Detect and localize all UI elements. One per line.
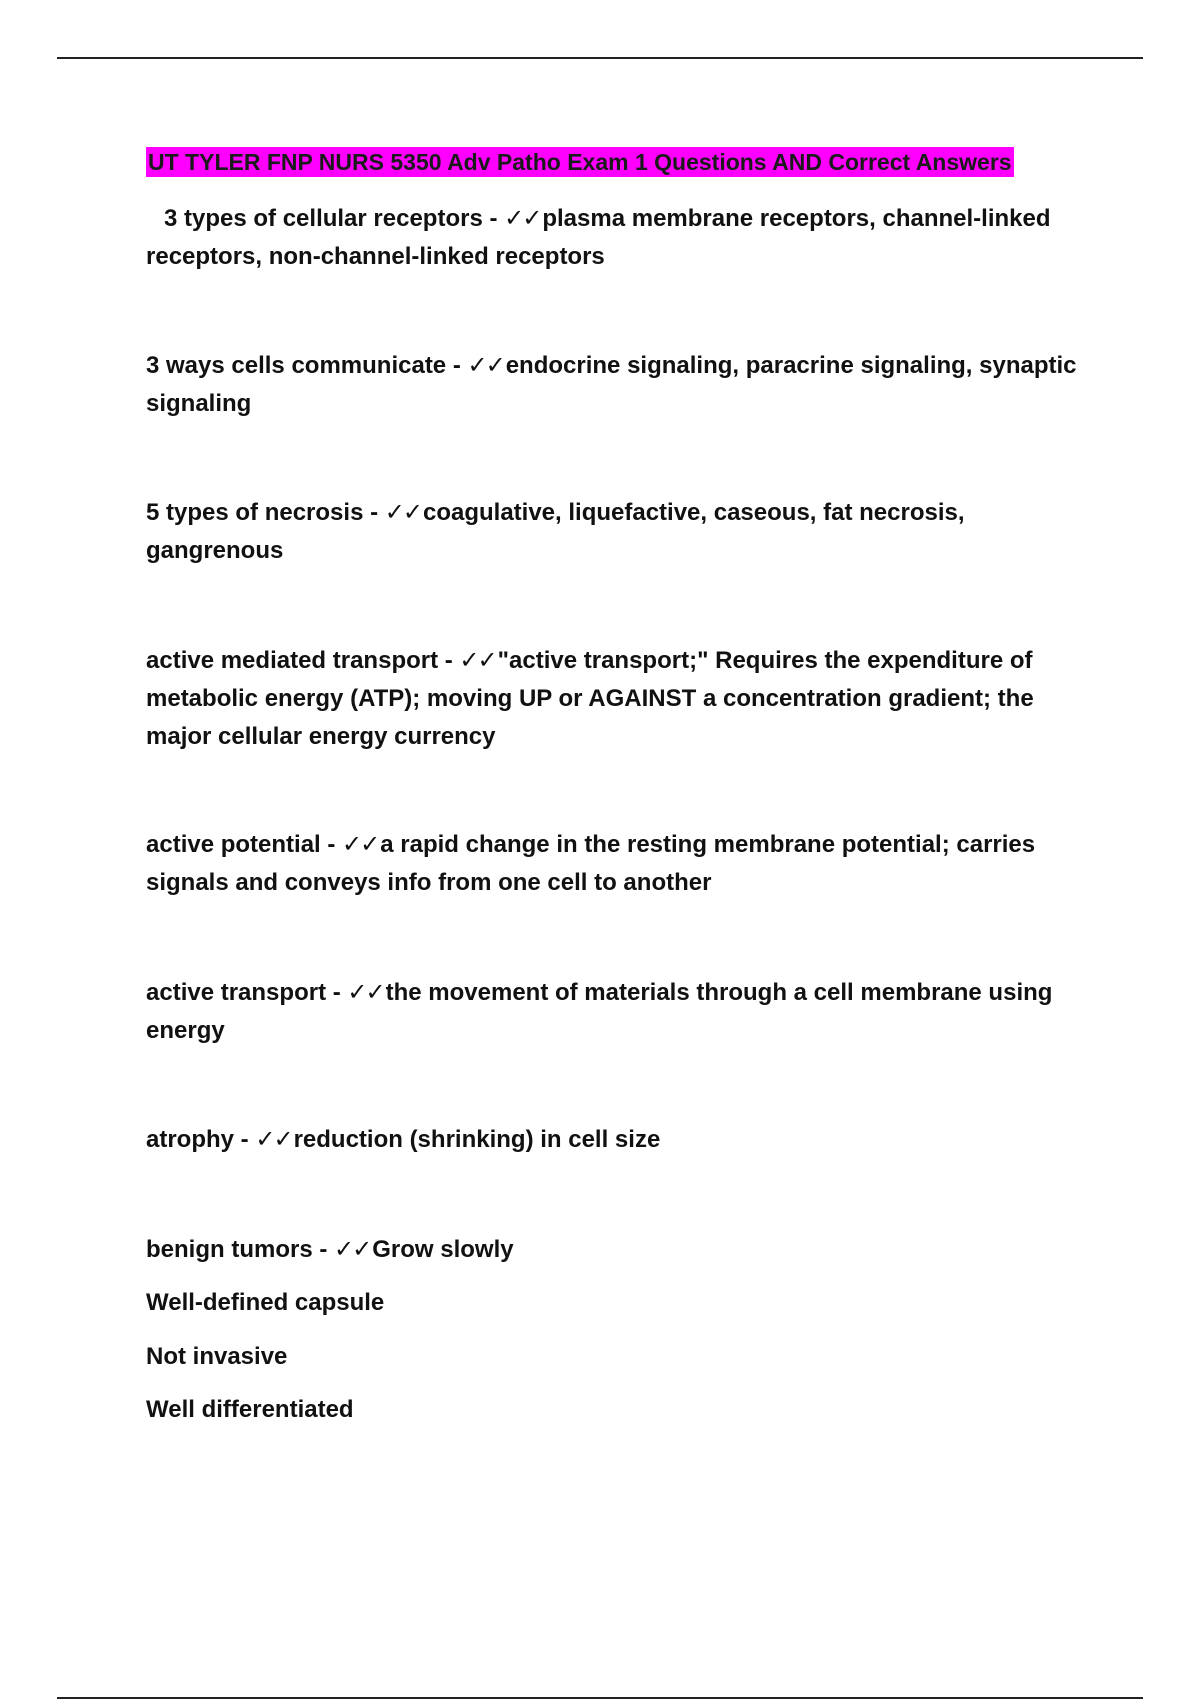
qa-definition: a rapid change in the resting membrane potential; carries signals and conveys info from one cell to another <box>146 831 1036 896</box>
top-page-rule <box>57 57 1143 59</box>
double-check-icon: ✓✓ <box>255 1126 292 1153</box>
double-check-icon: ✓✓ <box>384 499 421 526</box>
qa-separator: - <box>312 1236 334 1263</box>
double-check-icon: ✓✓ <box>459 647 496 674</box>
double-check-icon: ✓✓ <box>467 352 504 379</box>
qa-term: atrophy <box>146 1126 235 1153</box>
double-check-icon: ✓✓ <box>347 979 384 1006</box>
document-title: UT TYLER FNP NURS 5350 Adv Patho Exam 1 Questions AND Correct Answers <box>148 149 1012 175</box>
double-check-icon: ✓✓ <box>334 1236 371 1263</box>
qa-entry <box>146 347 1096 423</box>
qa-definition: Grow slowly <box>372 1236 514 1263</box>
benign-detail-line: Well differentiated <box>146 1396 354 1423</box>
qa-separator: - <box>320 831 343 858</box>
qa-entry <box>146 974 1096 1050</box>
bottom-page-rule <box>57 1697 1143 1699</box>
double-check-icon: ✓✓ <box>342 831 379 858</box>
qa-term: benign tumors <box>146 1236 313 1263</box>
benign-detail-line: Not invasive <box>146 1343 288 1370</box>
qa-definition: reduction (shrinking) in cell size <box>293 1126 661 1153</box>
title-row <box>146 147 1014 177</box>
qa-separator: - <box>438 647 460 674</box>
qa-separator: - <box>234 1126 256 1153</box>
qa-definition: "active transport;" Requires the expenditure of metabolic energy (ATP); moving UP or AGAINST a concentration gradient; the major cellular energy currency <box>146 647 1034 750</box>
qa-entry <box>146 1231 1096 1269</box>
qa-separator: - <box>363 499 385 526</box>
qa-definition: endocrine signaling, paracrine signaling, synaptic signaling <box>146 352 1077 417</box>
qa-entry <box>146 200 1096 276</box>
qa-term: 3 ways cells communicate <box>146 352 447 379</box>
double-check-icon: ✓✓ <box>504 205 541 232</box>
qa-term: 5 types of necrosis <box>146 499 364 526</box>
qa-entry <box>146 494 1096 570</box>
qa-definition: plasma membrane receptors, channel-linked receptors, non-channel-linked receptors <box>146 205 1051 270</box>
benign-detail-line: Well-defined capsule <box>146 1289 385 1316</box>
qa-term: active mediated transport <box>146 647 439 674</box>
qa-entry <box>146 826 1096 902</box>
qa-term: active transport <box>146 979 327 1006</box>
qa-entry <box>146 642 1096 756</box>
qa-definition: the movement of materials through a cell membrane using energy <box>146 979 1053 1044</box>
qa-term: active potential <box>146 831 321 858</box>
qa-separator: - <box>482 205 505 232</box>
qa-separator: - <box>446 352 468 379</box>
qa-definition: coagulative, liquefactive, caseous, fat necrosis, gangrenous <box>146 499 965 564</box>
qa-separator: - <box>326 979 348 1006</box>
qa-entry <box>146 1121 1096 1159</box>
qa-term: 3 types of cellular receptors <box>164 205 483 232</box>
